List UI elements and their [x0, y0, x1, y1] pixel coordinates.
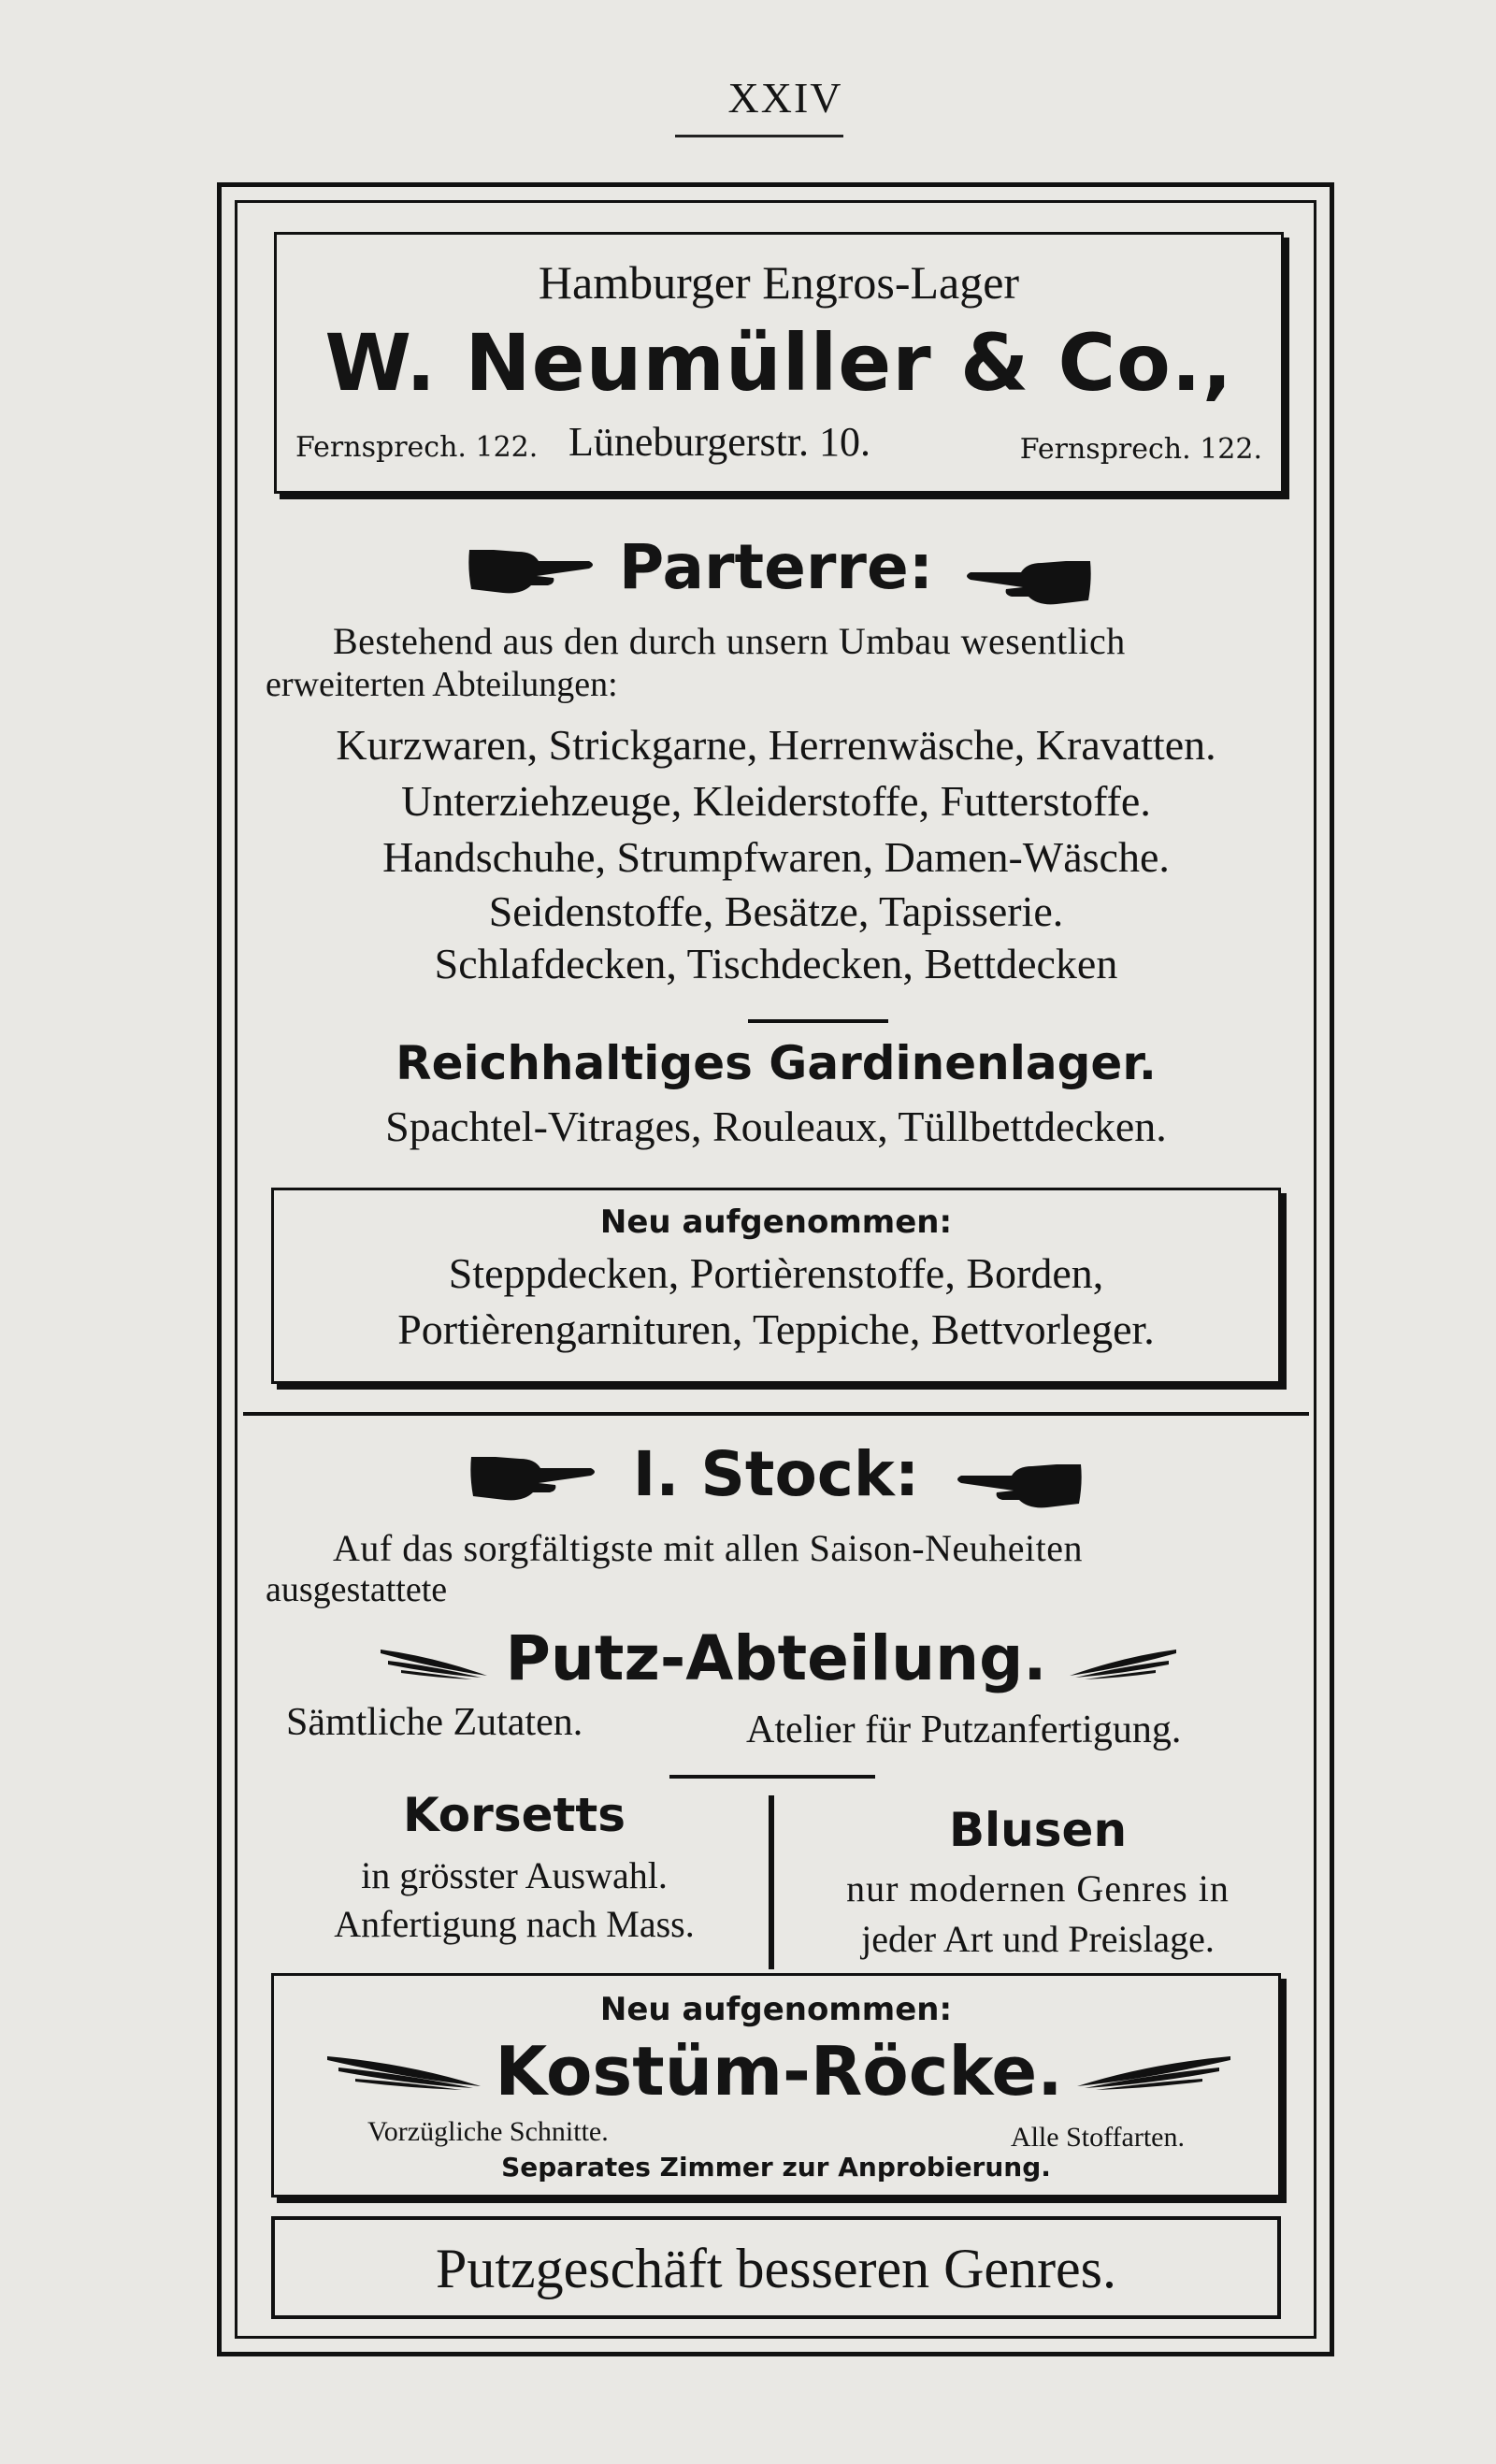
phone-left: Fernsprech. 122.: [295, 431, 539, 464]
section-divider: [243, 1412, 1309, 1416]
divider-short: [748, 1019, 888, 1023]
page-number-underline: [675, 135, 843, 137]
putz-title: Putz-Abteilung.: [505, 1622, 1047, 1694]
swoosh-left-icon: [379, 1644, 491, 1681]
swoosh-right-icon: [1066, 1644, 1178, 1681]
pointing-hand-right-icon: [468, 1448, 598, 1506]
phone-right: Fernsprech. 122.: [1019, 433, 1262, 466]
parterre-item-3: Handschuhe, Strumpfwaren, Damen-Wäsche.: [382, 833, 1170, 881]
swoosh-left-icon: [325, 2051, 484, 2092]
kostuem-right-note: Alle Stoffarten.: [1010, 2122, 1185, 2153]
stock-new-heading: Neu aufgenommen:: [599, 1991, 953, 2028]
korsetts-line1: in grösster Auswahl.: [361, 1854, 668, 1896]
gardinen-title: Reichhaltiges Gardinenlager.: [396, 1036, 1157, 1090]
stock-new-box: [271, 1973, 1281, 2197]
stock-intro-line1: Auf das sorgfältigste mit allen Saison-Neuheiten: [333, 1527, 1083, 1569]
stock-title: I. Stock:: [632, 1438, 920, 1510]
parterre-item-5: Schlafdecken, Tischdecken, Bettdecken: [434, 940, 1118, 987]
footer-text: Putzgeschäft besseren Genres.: [435, 2238, 1117, 2299]
parterre-new-box: [271, 1188, 1281, 1384]
header-tagline: Hamburger Engros-Lager: [538, 256, 1020, 309]
blusen-title: Blusen: [948, 1803, 1128, 1857]
blusen-line2: jeder Art und Preislage.: [861, 1918, 1215, 1960]
parterre-item-1: Kurzwaren, Strickgarne, Herrenwäsche, Kravatten.: [336, 721, 1216, 769]
footer-box: [271, 2216, 1281, 2319]
parterre-intro-line1: Bestehend aus den durch unsern Umbau wesentlich: [333, 620, 1126, 662]
address: Lüneburgerstr. 10.: [568, 419, 871, 465]
putz-left-note: Sämtliche Zutaten.: [286, 1701, 583, 1744]
kostuem-bottom-note: Separates Zimmer zur Anprobierung.: [501, 2152, 1051, 2183]
kostuem-left-note: Vorzügliche Schnitte.: [367, 2116, 609, 2147]
parterre-item-2: Unterziehzeuge, Kleiderstoffe, Futterstoffe.: [401, 777, 1151, 825]
kostuem-title: Kostüm-Röcke.: [495, 2032, 1063, 2111]
divider-short: [669, 1775, 875, 1779]
firm-name: W. Neumüller & Co.,: [324, 317, 1233, 409]
parterre-new-heading: Neu aufgenommen:: [599, 1203, 953, 1241]
putz-right-note: Atelier für Putzanfertigung.: [746, 1708, 1182, 1751]
pointing-hand-right-icon: [466, 540, 597, 598]
pointing-hand-left-icon: [954, 1455, 1085, 1513]
parterre-title: Parterre:: [618, 531, 934, 603]
korsetts-title: Korsetts: [402, 1788, 626, 1842]
header-box: [274, 232, 1284, 494]
blusen-line1: nur modernen Genres in: [846, 1867, 1230, 1909]
parterre-intro-line2: erweiterten Abteilungen:: [266, 665, 618, 704]
swoosh-right-icon: [1073, 2051, 1232, 2092]
pointing-hand-left-icon: [963, 552, 1094, 610]
gardinen-items: Spachtel-Vitrages, Rouleaux, Tüllbettdecken.: [385, 1102, 1167, 1150]
stock-intro-line2: ausgestattete: [266, 1570, 448, 1609]
column-divider: [769, 1795, 774, 1969]
parterre-item-4: Seidenstoffe, Besätze, Tapisserie.: [488, 887, 1064, 935]
page-number: XXIV: [727, 74, 843, 122]
korsetts-line2: Anfertigung nach Mass.: [334, 1903, 695, 1945]
parterre-new-line1: Steppdecken, Portièrenstoffe, Borden,: [448, 1249, 1104, 1297]
parterre-new-line2: Portièrengarnituren, Teppiche, Bettvorleger.: [397, 1305, 1155, 1353]
